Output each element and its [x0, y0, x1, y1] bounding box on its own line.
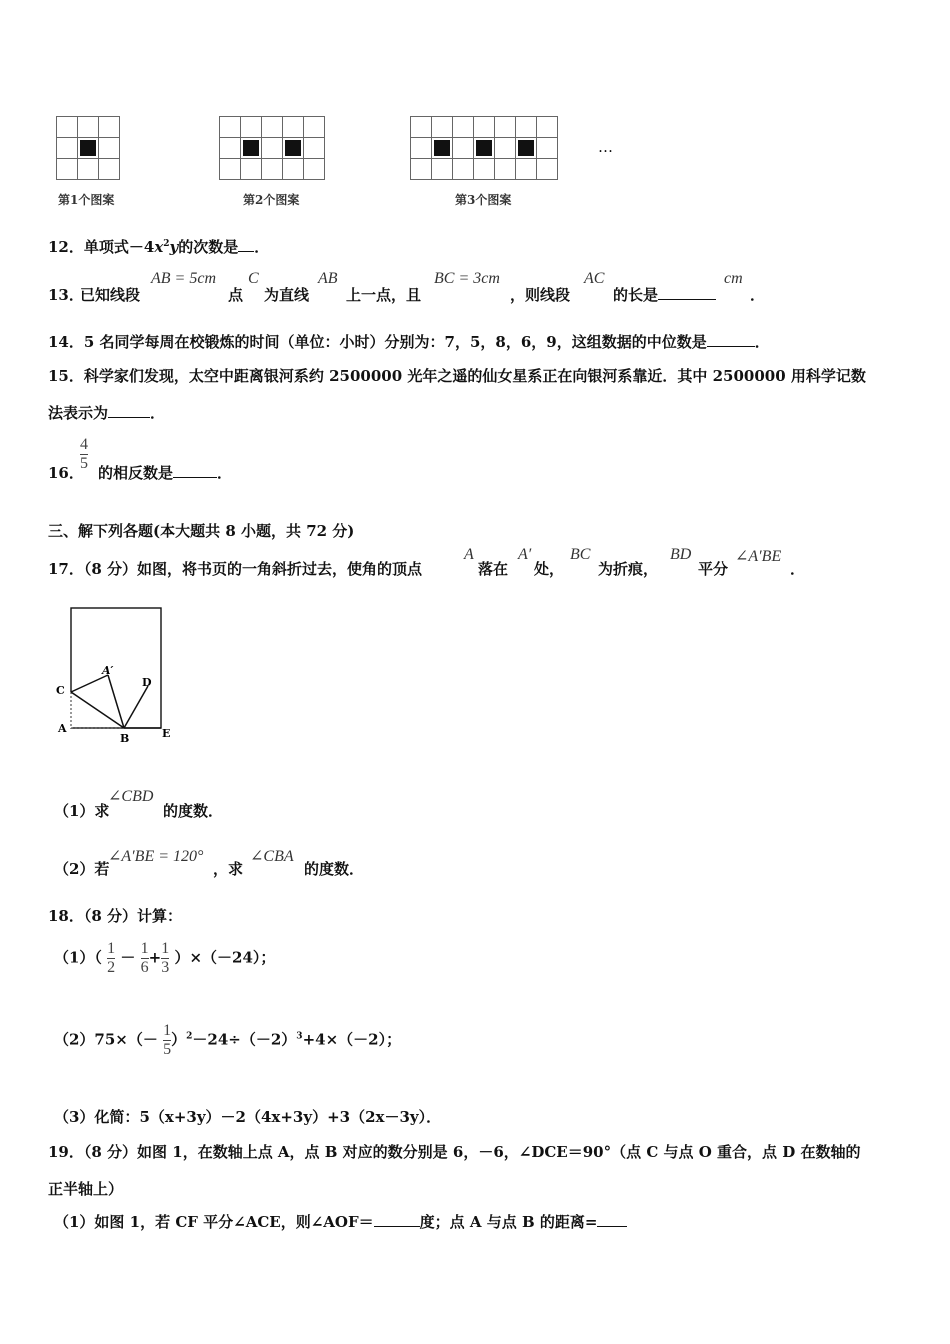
q13-text-2: 点 [228, 286, 244, 304]
q18-p2-den: 5 [163, 1041, 172, 1058]
q18-p2-num: 1 [163, 1022, 172, 1039]
q19-line1: 19．（8 分）如图 1，在数轴上点 A，点 B 对应的数分别是 6，－6，∠DCE＝90°（点 C 与点 O 重合，点 D 在数轴的 [48, 1143, 861, 1161]
q18-title: 18．（8 分）计算： [48, 907, 183, 925]
q18-f3-num: 1 [161, 940, 170, 957]
q18-p2-sup1: 2 [186, 1031, 193, 1042]
q19-distance-blank[interactable] [597, 1214, 627, 1227]
q18-f1-den: 2 [107, 959, 116, 976]
q19-p1 [54, 1211, 627, 1232]
q15-line1: 15．科学家们发现，太空中距离银河系约 2500000 光年之遥的仙女星系正在向银河系靠近．其中 2500000 用科学记数 [48, 367, 866, 385]
pattern-3-caption: 第3个图案 [455, 193, 512, 207]
q18-p2-frac [163, 1022, 171, 1059]
q17-p1-math: ∠CBD [108, 788, 154, 805]
q18-p3: （3）化简：5（x+3y）－2（4x+3y）+3（2x－3y）． [54, 1108, 442, 1126]
pattern-ellipsis: … [598, 138, 613, 156]
q13-math-ac: AC [584, 270, 605, 287]
q12-answer-blank[interactable] [238, 239, 254, 252]
q18-f1-num: 1 [107, 940, 116, 957]
q19-p1-text-1: （1）如图 1，若 CF 平分∠ACE，则∠AOF＝ [54, 1213, 374, 1231]
label-d: D [142, 676, 152, 689]
q16-frac-den: 5 [80, 455, 88, 472]
q13-math-c: C [248, 270, 259, 287]
q13-text-3: 为直线 [264, 286, 310, 304]
q17-text-3: 处， [534, 560, 565, 578]
q13-text-6 [613, 284, 716, 305]
pattern-3 [410, 116, 558, 180]
q18-p1-frac-3 [161, 940, 169, 977]
q19-line2: 正半轴上） [48, 1180, 124, 1198]
q18-f3-den: 3 [161, 959, 170, 976]
q18-p2-tail3: +4×（－2）； [302, 1030, 402, 1049]
label-c: C [56, 684, 65, 697]
q18-p2-tail2: －24÷（－2） [192, 1030, 297, 1049]
question-14 [48, 331, 770, 352]
q12-text-2: 的次数是 [178, 238, 239, 256]
q18-f2-num: 1 [140, 940, 149, 957]
q16-fraction [80, 436, 88, 473]
q14-answer-blank[interactable] [707, 334, 755, 347]
q17-p2-text-1: （2）若 [54, 860, 110, 878]
q13-math-cm: cm [724, 270, 743, 287]
q12-end: ． [254, 238, 270, 256]
q17-math-a2: A′ [518, 546, 532, 563]
label-a-prime: A′ [102, 664, 114, 677]
q18-p2-tail1: ） [171, 1030, 187, 1049]
segment-b-d [124, 686, 148, 728]
q18-p1-tail: ）×（－24）； [174, 948, 276, 967]
q13-math-bc: BC = 3cm [434, 270, 500, 287]
q17-text-5: 平分 [698, 560, 729, 578]
q17-end: ． [790, 560, 806, 578]
q18-p1 [54, 940, 275, 977]
q13-math-ab: AB = 5cm [151, 270, 216, 287]
q13-text-5: ，则线段 [510, 286, 571, 304]
q17-num: 17．（8 分）如图，将书页的一角斜折过去，使角的顶点 [48, 560, 423, 578]
segment-c-a2 [71, 675, 108, 692]
q15-end: ． [150, 404, 166, 422]
q18-f2-den: 6 [140, 959, 149, 976]
q13-math-ab2: AB [318, 270, 338, 287]
q18-p1-label: （1）（ [54, 948, 102, 967]
q12-x: x [154, 238, 164, 256]
q18-p1-frac-1 [107, 940, 115, 977]
label-e: E [162, 727, 171, 740]
q13-text-1: 已知线段 [80, 286, 141, 304]
q15-answer-blank[interactable] [108, 405, 150, 418]
label-a: A [58, 722, 67, 735]
q16-answer-blank[interactable] [173, 465, 217, 478]
q17-p2-math-2: ∠CBA [250, 848, 294, 865]
q15-line2: 法表示为 [48, 404, 109, 422]
q17-p2-text-2: ，求 [213, 860, 244, 878]
q18-p1-op2: + [148, 948, 162, 967]
q13-end: ． [750, 286, 766, 304]
q17-p2-text-3: 的度数． [304, 860, 365, 878]
q17-math-bd: BD [670, 546, 692, 563]
q16-frac-num: 4 [80, 436, 88, 453]
q16-text: 的相反数是 [98, 464, 174, 482]
q17-p2-math: ∠A′BE = 120° [108, 848, 204, 865]
q17-text-4: 为折痕， [598, 560, 659, 578]
pattern-2 [219, 116, 325, 180]
q19-angle-blank[interactable] [374, 1214, 420, 1227]
q13-num: 13． [48, 286, 84, 304]
pattern-1-caption: 第1个图案 [58, 193, 115, 207]
q13-text-6-label: 的长是 [613, 286, 659, 304]
q14-end: ． [754, 333, 770, 351]
question-15-line2 [48, 402, 165, 423]
section-3-heading: 三、解下列各题(本大题共 8 小题，共 72 分) [48, 522, 355, 540]
book-page-outline [71, 608, 161, 728]
q16-num: 16． [48, 464, 84, 482]
q12-num: 12． [48, 238, 84, 256]
q12-y: y [169, 238, 179, 256]
q14-text: 14．5 名同学每周在校锻炼的时间（单位：小时）分别为：7，5，8，6，9，这组数据的中位数是 [48, 333, 707, 351]
q17-text-2: 落在 [478, 560, 509, 578]
q17-p1-text-2: 的度数． [163, 802, 224, 820]
q12-sup: 2 [163, 239, 170, 249]
q13-answer-blank[interactable] [658, 287, 716, 300]
q13-text-4: 上一点，且 [346, 286, 422, 304]
q17-math-bc: BC [570, 546, 591, 563]
q17-figure [44, 600, 184, 760]
q16-end: ． [217, 464, 233, 482]
pattern-2-caption: 第2个图案 [243, 193, 300, 207]
q19-p1-text-2: 度；点 A 与点 B 的距离= [419, 1213, 598, 1231]
q18-p1-frac-2 [141, 940, 149, 977]
pattern-1 [56, 116, 120, 180]
q17-math-angle: ∠A′BE [735, 548, 782, 565]
label-b: B [120, 732, 130, 745]
q18-p1-op1: － [120, 948, 136, 967]
q12-text-1: 单项式－4 [83, 238, 155, 256]
q18-p2 [54, 1022, 401, 1059]
q18-p2-label: （2）75×（－ [54, 1030, 158, 1049]
question-12 [48, 236, 269, 257]
q18-p2-sup2: 3 [296, 1031, 303, 1042]
q17-p1-text-1: （1）求 [54, 802, 110, 820]
q17-math-a: A [464, 546, 474, 563]
segment-c-b [71, 692, 124, 728]
segment-a2-b [108, 675, 124, 728]
question-16-text [98, 462, 232, 483]
